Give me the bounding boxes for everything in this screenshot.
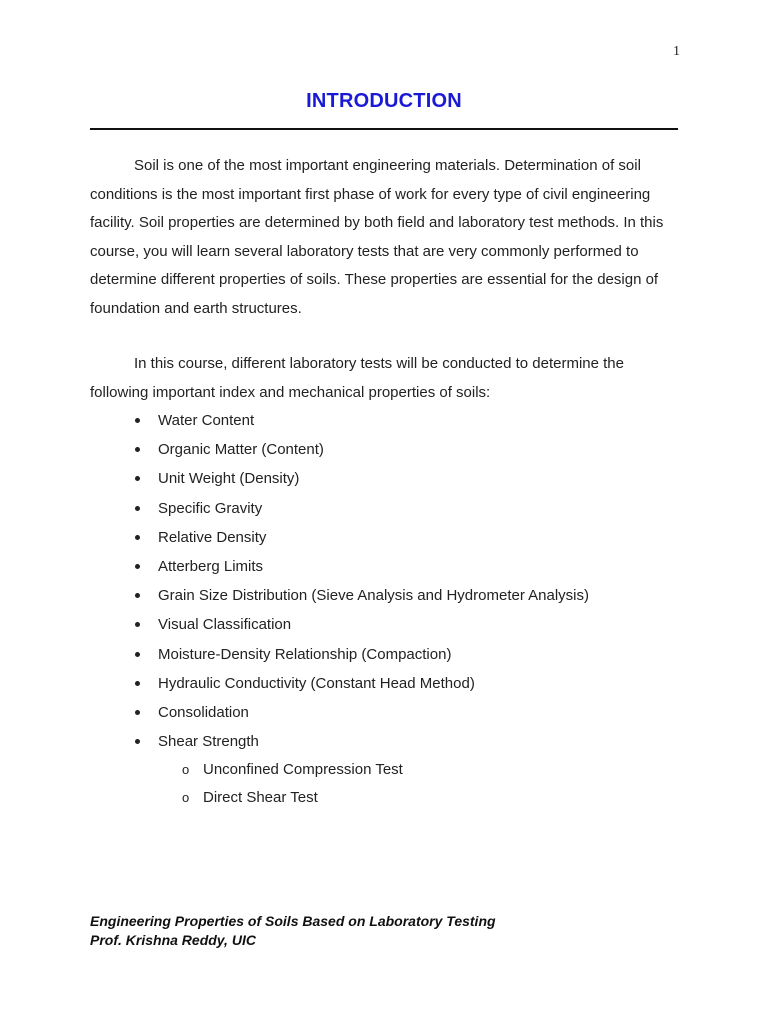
bullet-icon (135, 447, 140, 452)
bullet-icon (135, 652, 140, 657)
bullet-icon (135, 564, 140, 569)
bullet-icon (135, 476, 140, 481)
list-item-label: Relative Density (158, 528, 267, 546)
list-item-label: Moisture-Density Relationship (Compaction) (158, 645, 452, 663)
bullet-icon (135, 710, 140, 715)
list-item (134, 610, 589, 639)
list-item-label: Organic Matter (Content) (158, 441, 324, 459)
list-item (134, 435, 589, 464)
list-item (134, 552, 589, 581)
list-item-label: Consolidation (158, 703, 249, 721)
sub-list-item (180, 784, 403, 812)
bullet-icon (135, 506, 140, 511)
bullet-icon (135, 739, 140, 744)
list-item-label: Shear Strength (158, 733, 259, 751)
list-item (134, 698, 589, 727)
list-item-label: Visual Classification (158, 616, 292, 634)
list-item (134, 727, 589, 756)
list-item (134, 669, 589, 698)
list-item (134, 464, 589, 493)
bullet-icon (135, 593, 140, 598)
page-footer (90, 912, 496, 950)
list-item-label: Atterberg Limits (158, 557, 264, 575)
list-item-label: Hydraulic Conductivity (Constant Head Method) (158, 674, 475, 692)
title-divider (90, 128, 678, 130)
intro-paragraph: Soil is one of the most important engineering materials. Determination of soil conditions is the most important first phase of work for every type of civil engineering facility. Soil properties are determined by both field and laboratory test methods. In this course, you will learn several laboratory tests that are very commonly performed to determine different properties of soils. These properties are essential for the design of foundation and earth structures. (90, 157, 664, 317)
tests-paragraph: In this course, different laboratory tests will be conducted to determine the following important index and mechanical properties of soils: (90, 355, 624, 401)
circle-bullet-icon: o (182, 790, 190, 805)
list-item-label: Water Content (158, 412, 255, 429)
bullet-icon (135, 622, 140, 627)
footer-author: Prof. Krishna Reddy, UIC (90, 932, 256, 948)
bullet-icon (135, 681, 140, 686)
shear-strength-tests-list (180, 756, 403, 812)
list-item (134, 581, 589, 610)
circle-bullet-icon: o (182, 762, 190, 777)
sub-list-item-label: Unconfined Compression Test (203, 761, 403, 778)
list-item (134, 406, 589, 435)
sub-list-item-label: Direct Shear Test (203, 789, 318, 806)
bullet-icon (135, 535, 140, 540)
list-item (134, 640, 589, 669)
page-title: INTRODUCTION (306, 90, 462, 112)
properties-list (134, 406, 589, 756)
list-item-label: Grain Size Distribution (Sieve Analysis and Hydrometer Analysis) (158, 587, 590, 605)
list-item (134, 494, 589, 523)
sub-list-item (180, 756, 403, 784)
list-item (134, 523, 589, 552)
list-item-label: Unit Weight (Density) (158, 470, 300, 488)
list-item-label: Specific Gravity (158, 499, 263, 517)
page-number: 1 (673, 44, 680, 59)
bullet-icon (135, 418, 140, 423)
footer-course-title: Engineering Properties of Soils Based on Laboratory Testing (90, 913, 496, 929)
